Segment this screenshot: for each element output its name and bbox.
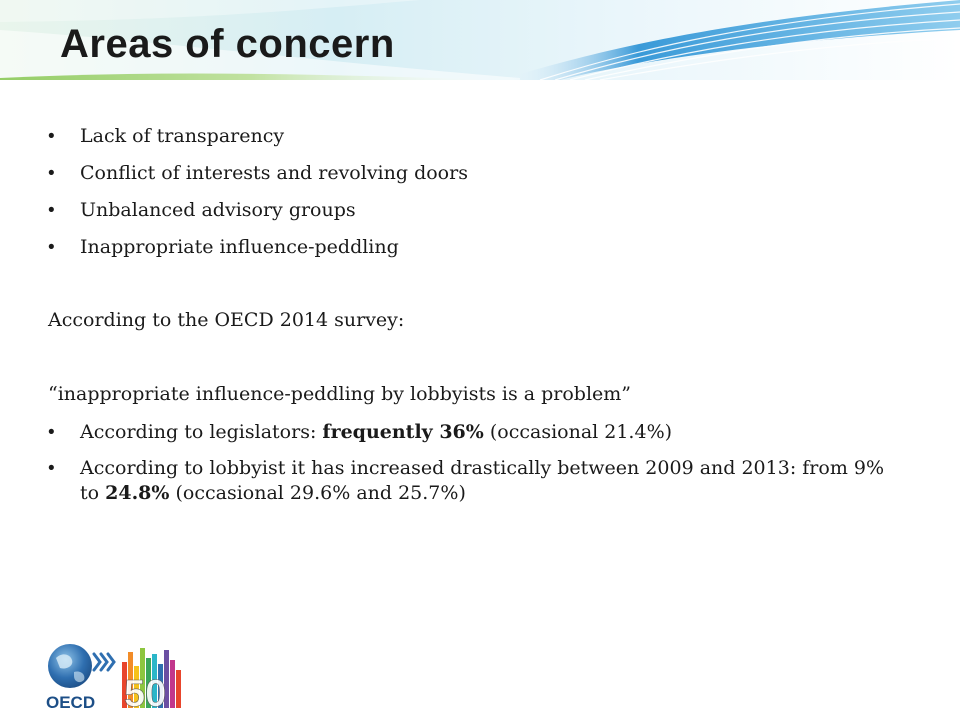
finding-text: According to lobbyist it has increased drastically between 2009 and 2013: from 9% to [80, 457, 885, 504]
survey-intro: According to the OECD 2014 survey: [48, 309, 405, 331]
concern-list [48, 124, 908, 272]
list-item: • Unbalanced advisory groups [48, 198, 908, 223]
list-item: • Lack of transparency [48, 124, 908, 149]
finding-text: (occasional 21.4%) [483, 421, 673, 443]
globe-icon [48, 644, 92, 688]
slide-title: Areas of concern [60, 22, 395, 66]
chevron-icon [94, 654, 114, 670]
finding-highlight: 24.8% [105, 482, 170, 504]
findings-list [48, 420, 908, 517]
finding-text: According to legislators: [80, 421, 323, 443]
list-item: • Conflict of interests and revolving doors [48, 161, 908, 186]
survey-quote: “inappropriate influence-peddling by lobbyists is a problem” [48, 383, 631, 405]
list-item: • Inappropriate influence-peddling [48, 235, 908, 260]
finding-lobbyists [48, 456, 908, 506]
logo-org-text: OECD [46, 693, 96, 712]
oecd-50-logo [44, 640, 194, 712]
finding-text: (occasional 29.6% and 25.7%) [169, 482, 466, 504]
finding-highlight: frequently 36% [322, 421, 484, 443]
finding-legislators [48, 420, 908, 445]
logo-anniversary-text: 50 [124, 673, 167, 712]
